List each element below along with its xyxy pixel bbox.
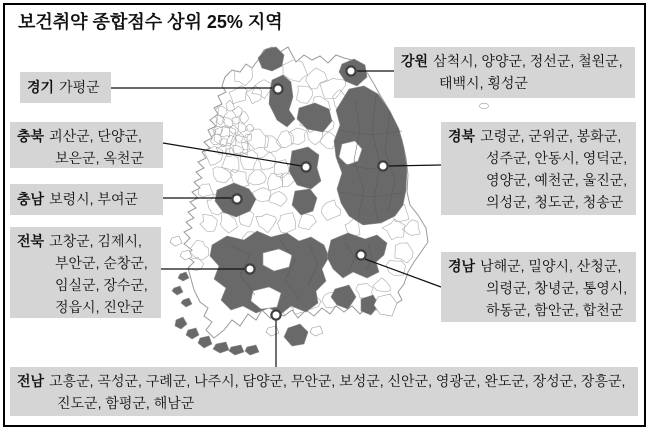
county-border: [200, 108, 212, 117]
region-list: 괴산군, 단양군,: [49, 128, 142, 144]
province-label: 경남: [448, 258, 476, 274]
region-list: 고창군, 김제시,: [49, 233, 142, 249]
island-sinan-2: [172, 286, 183, 295]
callout-gangwon: [394, 47, 635, 98]
region-list: 의성군, 청도군, 청송군: [486, 194, 624, 210]
region-list: 정읍시, 진안군: [55, 299, 144, 315]
island-dark-1: [175, 317, 187, 329]
province-label: 경기: [27, 79, 55, 95]
callout-jeonbuk: [10, 227, 161, 318]
marker-chungbuk: [301, 162, 310, 171]
region-list: 임실군, 장수군,: [55, 277, 148, 293]
region-list: 태백시, 횡성군: [439, 75, 528, 91]
callout-gyeonggi: [20, 72, 111, 103]
marker-gyeongbuk: [378, 161, 387, 170]
marker-jeonbuk: [245, 264, 254, 273]
callout-chungnam: [10, 184, 163, 215]
region-list: 보은군, 옥천군: [55, 150, 144, 166]
callout-chungbuk: [10, 122, 163, 168]
island-dark-3: [213, 342, 229, 353]
region-list: 고흥군, 곡성군, 구례군, 나주시, 담양군, 무안군, 보성군, 신안군, 영광군, 완도군, 장성군, 장흥군,: [49, 373, 626, 389]
province-label: 충북: [17, 128, 45, 144]
island-white-1: [170, 236, 182, 246]
marker-gangwon: [346, 66, 355, 75]
marker-gyeongnam: [356, 250, 365, 259]
region-list: 남해군, 밀양시, 산청군,: [480, 258, 622, 274]
island-sinan-1: [178, 272, 189, 281]
marker-chungnam: [232, 194, 241, 203]
island-dark-4: [245, 345, 259, 355]
region-goheung: [284, 324, 308, 346]
region-list: 보령시, 부여군: [49, 191, 138, 207]
figure-title: 보건취약 종합점수 상위 25% 지역: [18, 12, 283, 32]
region-list: 부안군, 순창군,: [55, 255, 148, 271]
region-list: 가평군: [59, 79, 100, 95]
island-sinan-3: [181, 298, 192, 307]
county-border: [330, 311, 342, 324]
region-list: 삼척시, 양양군, 정선군, 철원군,: [433, 53, 623, 69]
province-label: 강원: [401, 53, 429, 69]
island-jindo: [198, 336, 212, 348]
marker-gyeonggi: [273, 84, 282, 93]
island-dark-2: [186, 328, 199, 339]
marker-jeonnam: [271, 310, 280, 319]
region-list: 영양군, 예천군, 울진군,: [486, 172, 628, 188]
region-list: 고령군, 군위군, 봉화군,: [480, 128, 622, 144]
island-white-3: [266, 326, 279, 336]
callout-gyeongnam: [441, 252, 636, 322]
island-wando: [229, 345, 244, 355]
province-label: 충남: [17, 191, 45, 207]
region-list: 진도군, 함평군, 해남군: [57, 395, 195, 411]
island-ulleungdo: [480, 103, 489, 109]
callout-jeonnam: [10, 367, 638, 416]
island-white-4: [310, 326, 323, 336]
province-label: 전남: [17, 373, 45, 389]
region-list: 하동군, 함안군, 합천군: [486, 302, 624, 318]
region-list: 성주군, 안동시, 영덕군,: [486, 150, 628, 166]
province-label: 경북: [448, 128, 476, 144]
province-label: 전북: [17, 233, 45, 249]
region-list: 의령군, 창녕군, 통영시,: [486, 280, 628, 296]
callout-gyeongbuk: [441, 122, 636, 215]
